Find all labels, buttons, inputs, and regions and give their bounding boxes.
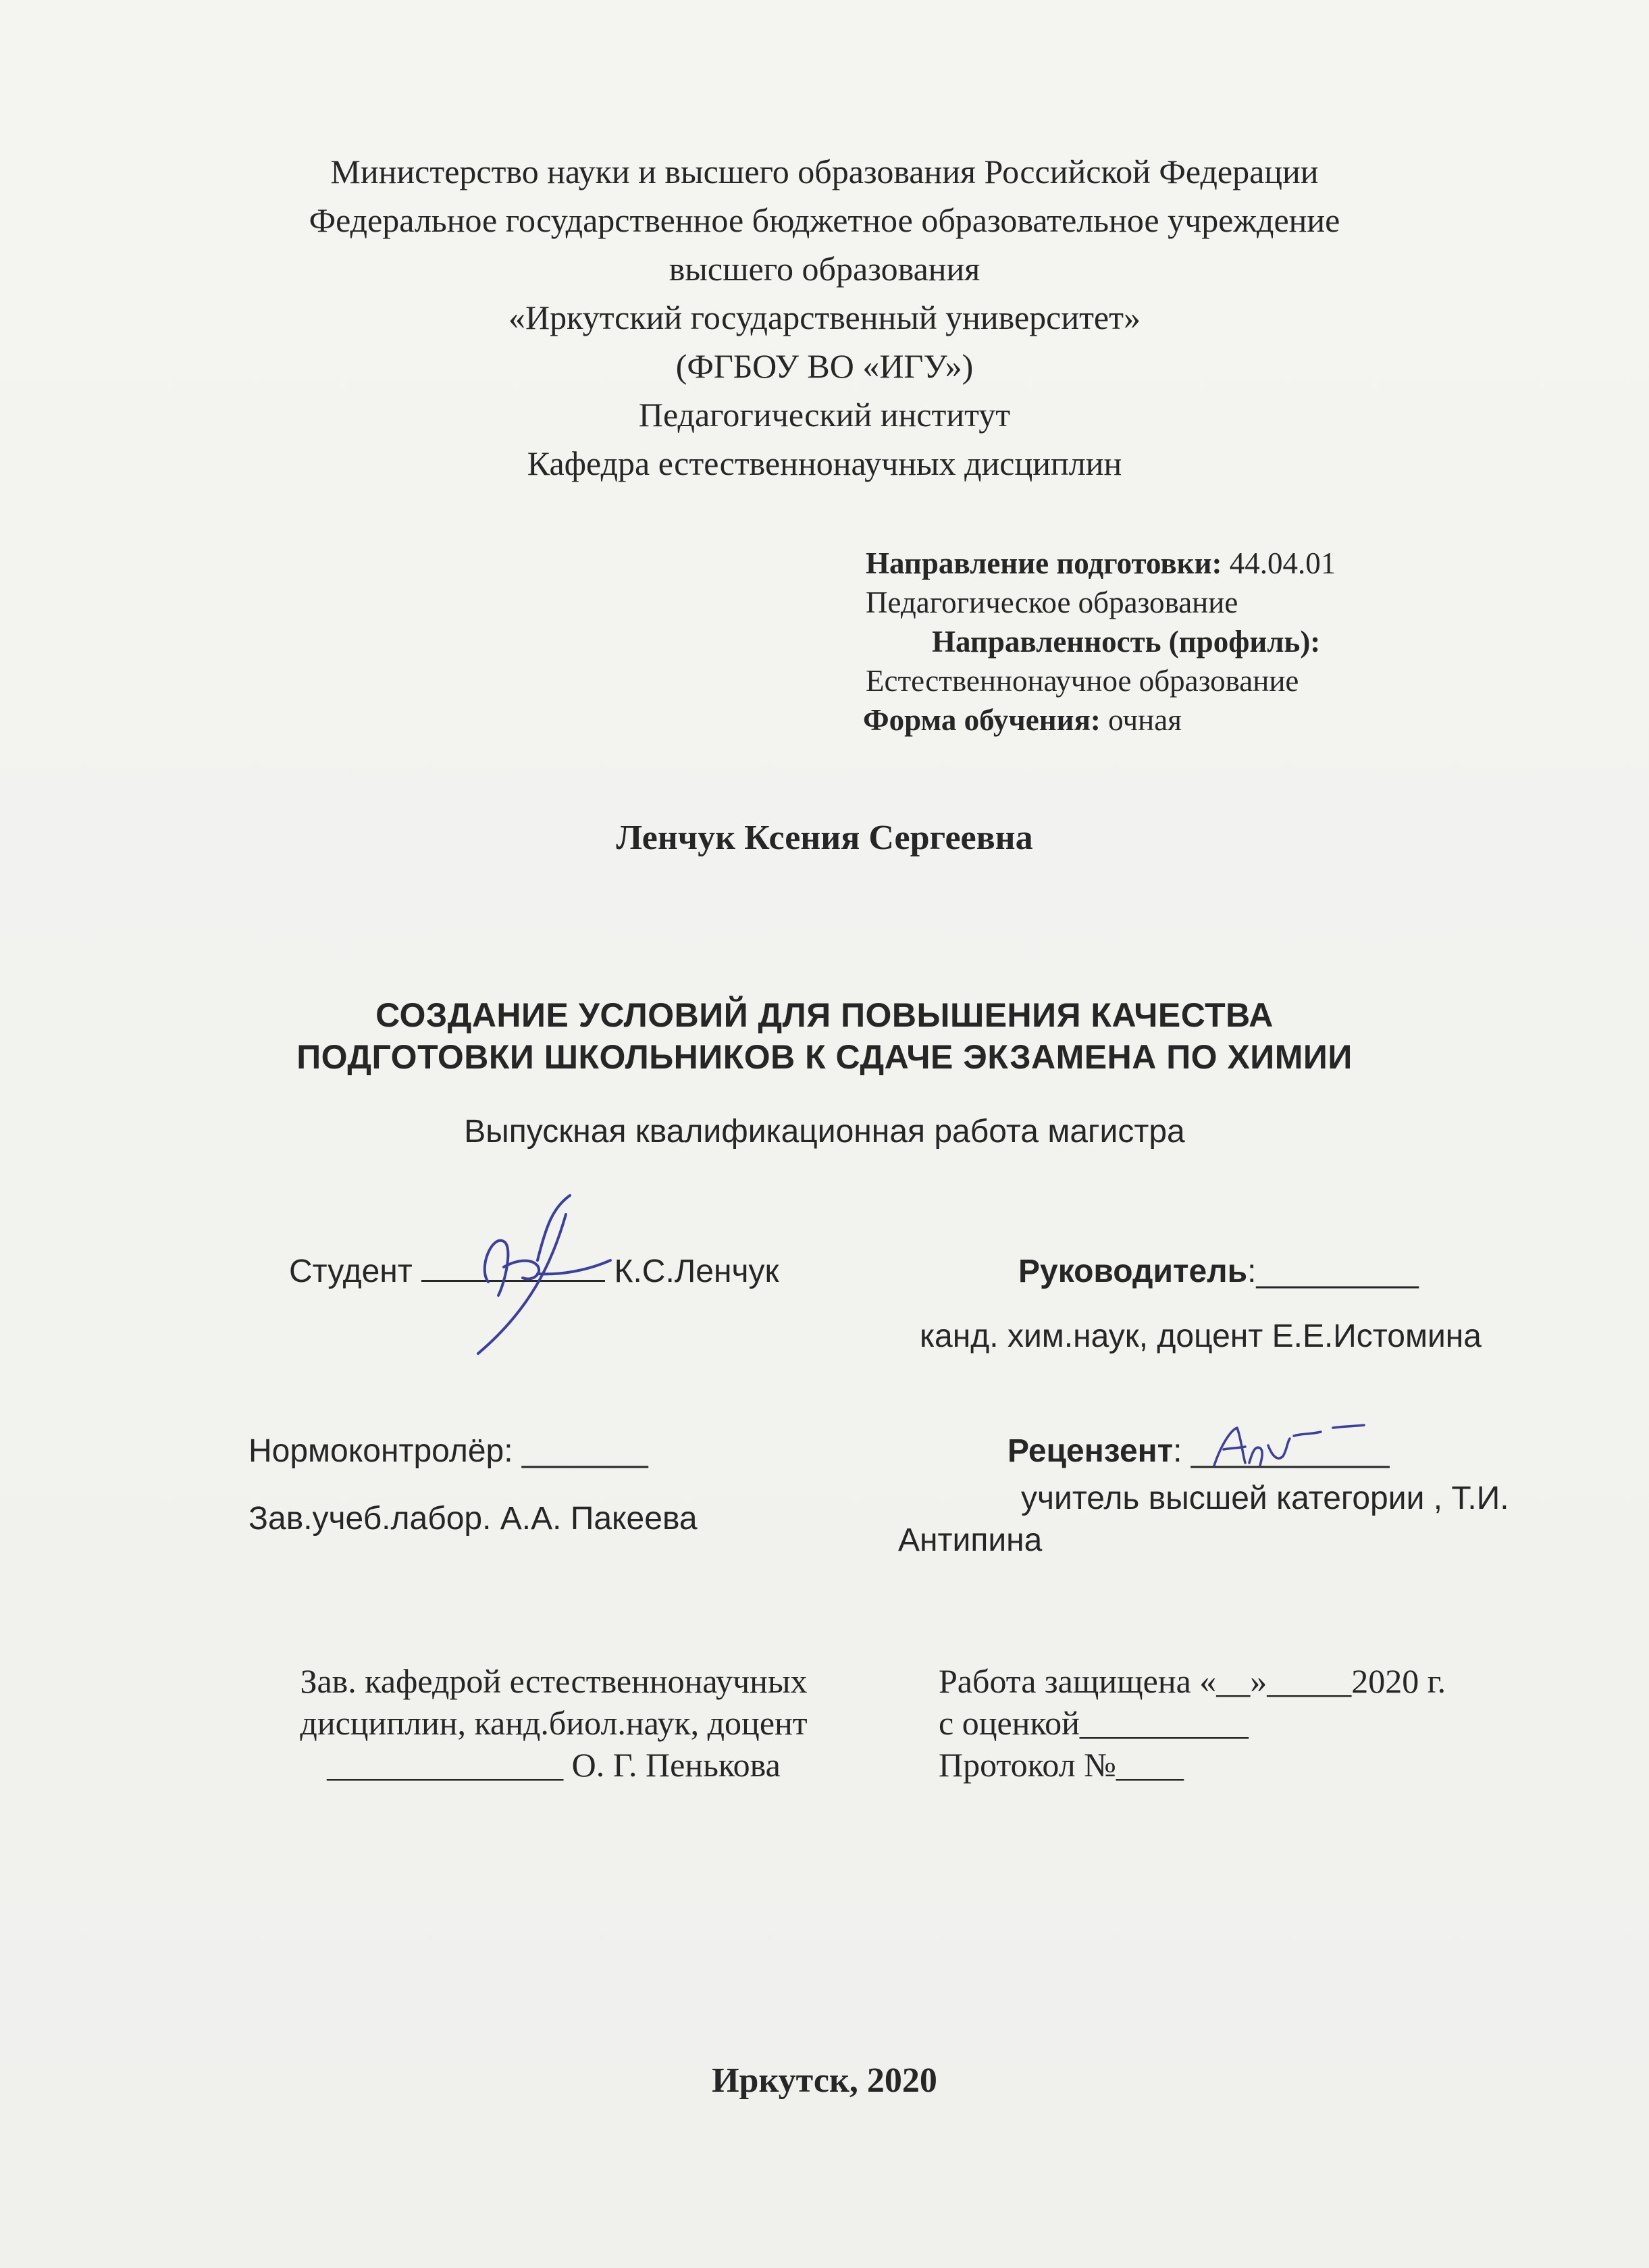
supervisor-suffix: :_________	[1247, 1254, 1419, 1289]
title-line-1: СОЗДАНИЕ УСЛОВИЙ ДЛЯ ПОВЫШЕНИЯ КАЧЕСТВА	[375, 996, 1274, 1034]
direction-label: Направление подготовки:	[866, 546, 1222, 580]
title-line-2: ПОДГОТОВКИ ШКОЛЬНИКОВ К СДАЧЕ ЭКЗАМЕНА ПО ХИМИИ	[296, 1038, 1353, 1076]
student-name: К.С.Ленчук	[614, 1254, 779, 1289]
normcontrol-label: Нормоконтролёр: _______	[248, 1433, 648, 1469]
department-head-line-3: ______________ О. Г. Пенькова	[327, 1746, 781, 1784]
reviewer-suffix: : ___________	[1173, 1433, 1390, 1469]
profile-name: Естественнонаучное образование	[866, 664, 1299, 698]
institution-header	[0, 147, 1649, 488]
university-name-line: «Иркутский государственный университет»	[508, 299, 1141, 336]
reviewer-title-line-1: учитель высшей категории , Т.И.	[1021, 1480, 1509, 1516]
direction-code: 44.04.01	[1222, 546, 1336, 580]
education-level-line: высшего образования	[669, 250, 980, 288]
reviewer-title-line-2: Антипина	[898, 1522, 1043, 1558]
city-year: Иркутск, 2020	[712, 2061, 937, 2100]
supervisor-label: Руководитель	[1018, 1254, 1248, 1289]
direction-name: Педагогическое образование	[866, 586, 1238, 619]
reviewer-label: Рецензент	[1007, 1433, 1174, 1469]
profile-label: Направленность (профиль):	[932, 625, 1321, 659]
direction-row	[866, 544, 1336, 582]
university-abbr-line: (ФГБОУ ВО «ИГУ»)	[675, 347, 974, 385]
normcontrol-name: Зав.учеб.лабор. А.А. Пакеева	[248, 1501, 698, 1537]
department-head-line-1: Зав. кафедрой естественнонаучных	[300, 1662, 808, 1700]
defense-date-line: Работа защищена «__»_____2020 г.	[939, 1662, 1446, 1700]
defense-protocol-line: Протокол №____	[939, 1746, 1184, 1784]
reviewer-signature-image	[1207, 1418, 1383, 1479]
ministry-line: Министерство науки и высшего образования Российской Федерации	[330, 153, 1319, 190]
thesis-subtitle: Выпускная квалификационная работа магистра	[464, 1114, 1185, 1150]
department-line: Кафедра естественнонаучных дисциплин	[527, 444, 1122, 482]
form-row	[863, 701, 1182, 739]
department-head-block	[257, 1660, 851, 1786]
student-label: Студент	[289, 1254, 413, 1289]
student-signature-image	[451, 1187, 627, 1363]
supervisor-row	[1018, 1251, 1419, 1293]
form-label: Форма обучения:	[863, 703, 1101, 737]
form-value: очная	[1100, 703, 1182, 737]
department-head-line-2: дисциплин, канд.биол.наук, доцент	[300, 1704, 808, 1742]
defense-block	[939, 1660, 1446, 1786]
institution-type-line: Федеральное государственное бюджетное образовательное учреждение	[309, 201, 1340, 239]
defense-grade-line: с оценкой__________	[939, 1704, 1249, 1742]
institute-line: Педагогический институт	[638, 396, 1011, 434]
thesis-title	[0, 994, 1649, 1078]
author-name: Ленчук Ксения Сергеевна	[616, 819, 1033, 857]
supervisor-title: канд. хим.наук, доцент Е.Е.Истомина	[920, 1318, 1482, 1354]
